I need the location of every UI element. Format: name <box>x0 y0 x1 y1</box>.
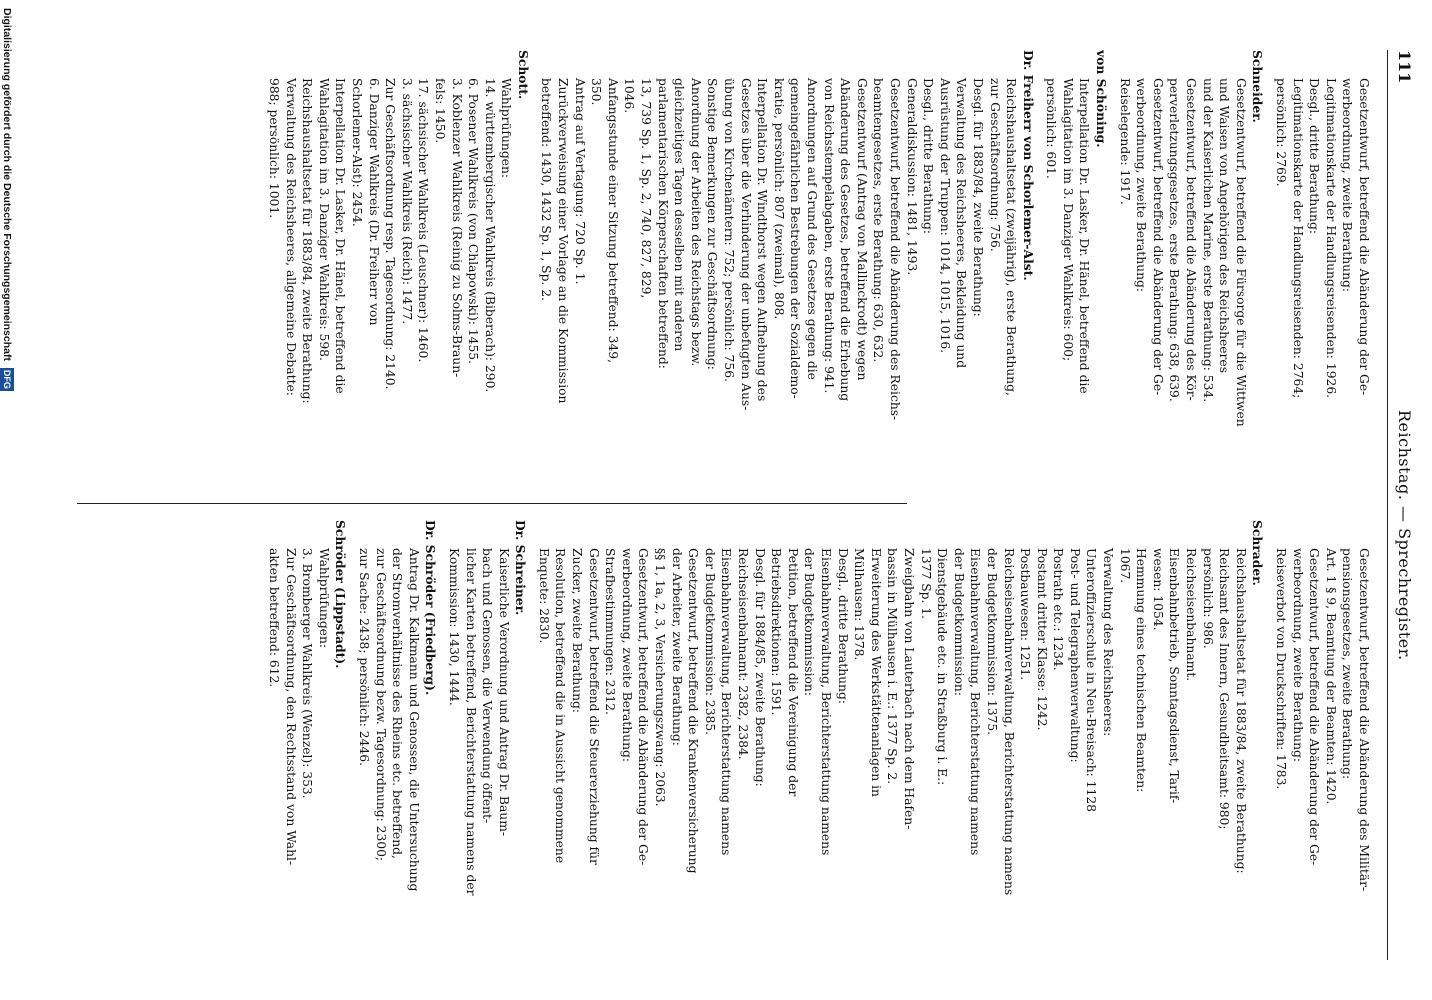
entry-line: persönlich: 601. <box>1044 78 1059 179</box>
entry-line: Desgl., dritte Berathung: <box>835 548 850 704</box>
entry-line: Zur Geschäftsordnung, den Rechtsstand von Wahl- <box>283 548 298 866</box>
register-entry <box>265 520 348 950</box>
entry-line: 3. Bromberger Wahlkreis (Wenzel): 353. <box>300 548 315 799</box>
entry-line: Eisenbahnverwaltung, Berichterstattung namens <box>719 548 734 856</box>
entry-line: Enquete: 2830. <box>536 548 551 644</box>
register-entry <box>265 50 531 480</box>
entry-line: fels: 1450. <box>432 78 447 144</box>
entry-line: Reichsamt des Innern, Gesundheitsamt: 980; <box>1217 548 1232 830</box>
entry-line: Anordnungen auf Grund des Gesetzes gegen die <box>805 78 819 380</box>
entry-line: gemeingefährlichen Bestrebungen der Sozialdemo- <box>788 78 803 399</box>
speaker-name: Dr. Schröder (Friedberg). <box>423 520 439 696</box>
digitization-sidebar <box>0 0 14 1000</box>
entry-line: der Budgetkommission: <box>951 548 966 696</box>
left-column <box>72 50 1372 480</box>
entry-line: Resolution, betreffend die in Aussicht genommene <box>553 548 568 864</box>
entry-line: betreffend: 1430, 1432 Sp. 1, Sp. 2. <box>539 78 554 302</box>
register-entry <box>1272 520 1372 950</box>
entry-line: werbeordnung, zweite Berathung: <box>619 548 634 763</box>
entry-line: Interpellation Dr. Lasker, Dr. Hänel, betreffend die <box>333 78 348 394</box>
entry-line: Gesetzes über die Verhinderung der unbefugten Aus- <box>738 78 753 411</box>
header-rule <box>1387 50 1388 960</box>
entry-line: 350. <box>589 78 604 106</box>
entry-line: Strafbestimmungen: 2312. <box>603 548 618 715</box>
entry-line: werbeordnung, zweite Berathung: <box>1290 548 1305 763</box>
entry-line: Wahlagitation im 3. Danziger Wahlkreis: 600; <box>1060 78 1075 362</box>
entry-line: Reiselegende: 1917. <box>1117 78 1132 205</box>
entry-line: werbeordnung, zweite Berathung: <box>1134 78 1149 293</box>
entry-line: Interpellation Dr. Lasker, Dr. Hänel, betreffend die <box>1077 78 1092 394</box>
entry-line: Post- und Telegraphenverwaltung: <box>1067 548 1082 763</box>
entry-line: Reichseisenbahnamt: 2382, 2384. <box>736 548 751 760</box>
entry-line: Art. 1 § 9, Beamtung der Beamten: 1420. <box>1323 548 1338 805</box>
right-column <box>72 520 1372 950</box>
entry-line: und Waisen von Angehörigen des Reichsheeres <box>1217 78 1232 374</box>
entry-line: Desgl. für 1883/84, zweite Berathung: <box>970 78 985 317</box>
entry-line: Gesetzentwurf, betreffend die Abänderung der Ge- <box>1307 548 1322 866</box>
entry-line: Unteroffizierschule in Neu-Breisach: 1128 <box>1084 548 1099 812</box>
entry-line: Antrag Dr. Kalkmann und Genossen, die Untersuchung <box>406 548 421 892</box>
entry-line: Gesetzentwurf, betreffend die Abänderung der Ge- <box>1150 78 1165 396</box>
entry-line: Antrag auf Vertagung: 720 Sp. 1. <box>572 78 587 285</box>
entry-line: 1067. <box>1117 548 1132 584</box>
entry-line: Betriebsdirektionen: 1591. <box>769 548 784 716</box>
entry-line: Erweiterung des Werkstättenanlagen in <box>868 548 883 797</box>
entry-line: Mülhausen: 1378. <box>852 548 867 661</box>
entry-line: 6. Posener Wahlkreis (von Chlapowski): 1455. <box>466 78 481 365</box>
running-title: Reichstag. — Sprechregister. <box>1395 410 1414 661</box>
register-entry <box>1272 50 1372 480</box>
entry-line: Abänderung des Gesetzes, betreffend die Erhebung <box>838 78 853 402</box>
register-entry <box>1116 50 1265 480</box>
digitization-credit <box>0 0 14 1000</box>
entry-line: Gesetzentwurf (Antrag von Mallinckrodt) wegen <box>854 78 869 381</box>
register-entry <box>535 520 1265 950</box>
entry-line: Zweigbahn von Lauterbach nach dem Hafen- <box>901 548 916 830</box>
entry-line: gleichzeitiges Tagen desselben mit anderen <box>672 78 687 352</box>
entry-line: 3. sächsischer Wahlkreis (Reich): 1477. <box>399 78 414 325</box>
register-entry <box>445 520 528 950</box>
entry-line: akten betreffend: 612. <box>267 548 281 688</box>
entry-line: persönlich: 986. <box>1200 548 1215 649</box>
entry-line: 6. Danziger Wahlkreis (Dr. Freiherr von <box>366 78 381 326</box>
entry-line: §§ 1, 1a, 2, 3, Versicherungszwang: 2063. <box>653 548 668 807</box>
entry-line: Sonstige Bemerkungen zur Geschäftsordnung: <box>705 78 720 370</box>
entry-line: und der Kaiserlichen Marine, erste Berathung: 534. <box>1200 78 1215 403</box>
entry-line: Reichseisenbahnamt. <box>1184 548 1199 682</box>
speaker-name: Dr. Schreiner. <box>513 520 529 616</box>
entry-line: Wahlagitation im 3. Danziger Wahlkreis: 598. <box>316 78 331 361</box>
entry-line: 988; persönlich: 1001. <box>267 78 281 219</box>
entry-line: Verwaltung des Reichsheeres, Bekleidung und <box>954 78 969 369</box>
entry-line: 1377 Sp. 1. <box>918 548 933 620</box>
entry-line: Anordnung der Arbeiten des Reichstags bezw. <box>688 78 703 367</box>
entry-line: Gesetzentwurf, betreffend die Abänderung der Ge- <box>1357 78 1371 396</box>
entry-line: 14. württembergischer Wahlkreis (Biberach): 290. <box>482 78 497 393</box>
dfg-logo: DFG <box>2 369 12 389</box>
entry-line: Kommission: 1430, 1444. <box>446 548 461 706</box>
entry-line: Dienstgebäude etc. in Straßburg i. E.: <box>935 548 950 786</box>
entry-line: pensionsgesetzes, zweite Berathung: <box>1340 548 1355 780</box>
entry-line: Schorlemer-Alst): 2454. <box>349 78 364 227</box>
speaker-name: Schröder (Lippstadt). <box>333 520 349 669</box>
entry-line: 3. Koblenzer Wahlkreis (Reinig zu Solms-Braun- <box>449 78 464 378</box>
entry-line: kratie, persönlich: 807 (zweimal), 808. <box>771 78 786 320</box>
speaker-name: von Schöning. <box>1094 50 1110 148</box>
entry-line: Desgl., dritte Berathung: <box>1307 78 1322 234</box>
entry-line: Verwaltung des Reichsheeres: <box>1101 548 1116 737</box>
entry-line: Wahlprüfungen: <box>316 548 331 649</box>
entry-line: werbeordnung, zweite Berathung: <box>1340 78 1355 293</box>
entry-line: Desgl. für 1884/85, zweite Berathung: <box>752 548 767 787</box>
entry-line: Zur Geschäftsordnung resp. Tagesordnung: 2140. <box>383 78 398 390</box>
entry-line: Reichseisenbahnverwaltung, Berichterstattung namens <box>1001 548 1016 896</box>
entry-line: persönlich: 2769. <box>1274 78 1289 187</box>
entry-line: Generaldiskussion: 1481, 1493. <box>904 78 919 276</box>
speaker-name: Dr. Freiherr von Schorlemer-Alst. <box>1020 50 1036 281</box>
entry-line: der Arbeiter, zweite Berathung: <box>669 548 684 746</box>
entry-line: Postbauwesen: 1251. <box>1018 548 1033 681</box>
entry-line: Desgl., dritte Berathung: <box>921 78 936 234</box>
entry-line: Gesetzentwurf, betreffend die Abänderung des Kör- <box>1184 78 1199 401</box>
entry-line: zur Geschäftsordnung bezw. Tagesordnung: 2300; <box>373 548 388 862</box>
entry-line: Zucker, zweite Berathung: <box>570 548 585 714</box>
entry-line: der Budgetkommission: 1375. <box>984 548 999 736</box>
page-number: 111 <box>1395 50 1414 84</box>
entry-line: Gesetzentwurf, betreffend die Steuererziehung für <box>586 548 601 865</box>
column-divider <box>77 503 907 504</box>
entry-line: Hemmung eines technischen Beamten: <box>1134 548 1149 793</box>
entry-line: Gesetzentwurf, betreffend die Fürsorge für die Wittwen <box>1233 78 1248 427</box>
entry-line: Eisenbahnverwaltung, Berichterstattung namens <box>968 548 983 856</box>
entry-line: der Budgetkommission: <box>802 548 817 696</box>
entry-line: zur Sache: 2438; persönlich: 2446. <box>356 548 371 767</box>
page-header <box>1388 50 1414 960</box>
entry-line: parlamentarischen Körperschaften betreffend: <box>655 78 670 369</box>
entry-line: bach und Genossen, die Verwendung öffent- <box>480 548 495 824</box>
entry-line: der Stromverhältnisse des Rheins etc. betreffend, <box>390 548 405 859</box>
entry-line: Anfangsstunde einer Sitzung betreffend: 349, <box>605 78 620 364</box>
entry-line: beamtengesetzes, erste Berathung: 630, 632. <box>871 78 886 363</box>
entry-line: licher Karten betreffend, Berichterstattung namens der <box>463 548 478 896</box>
entry-line: Reichshaushaltsetat für 1883/84, zweite Berathung: <box>1233 548 1248 874</box>
speaker-name: Schott. <box>515 50 531 100</box>
entry-line: übung von Kirchenämtern: 752; persönlich: 756. <box>722 78 737 382</box>
entry-line: Reiseverbot von Druckschriften: 1783. <box>1274 548 1289 790</box>
entry-line: Postamt dritter Klasse: 1242. <box>1034 548 1049 731</box>
register-entry <box>1043 50 1109 480</box>
entry-line: Gesetzentwurf, betreffend die Abänderung der Ge- <box>636 548 651 866</box>
entry-line: von Reichsstempelabgaben, erste Berathung: 941. <box>821 78 836 394</box>
entry-line: Postrath etc.: 1234. <box>1051 548 1066 671</box>
entry-line: Wahlprüfungen: <box>499 78 514 179</box>
entry-line: Interpellation Dr. Windthorst wegen Aufhebung des <box>755 78 770 402</box>
entry-line: zur Geschäftsordnung: 756. <box>987 78 1002 252</box>
entry-line: 1046. <box>622 78 637 114</box>
entry-line: Eisenbahnverwaltung, Berichterstattung namens <box>819 548 833 856</box>
entry-line: Eisenbahnbetrieb, Sonntagsdienst, Tarif- <box>1167 548 1182 804</box>
entry-line: Zurückverweisung einer Vorlage an die Kommission <box>556 78 571 404</box>
entry-line: Legitimationskarte der Handlungsreisenden: 1926. <box>1323 78 1338 399</box>
entry-line: Gesetzentwurf, betreffend die Abänderung des Reichs- <box>887 78 902 421</box>
entry-line: wesen: 1054. <box>1150 548 1165 631</box>
entry-line: bassin in Mülhausen i. E.: 1377 Sp. 2. <box>885 548 900 785</box>
entry-line: 17. sächsischer Wahlkreis (Leuschner): 1460. <box>416 78 431 363</box>
entry-line: Reichshaushaltsetat (zweijährig), erste Berathung, <box>1004 78 1019 396</box>
speaker-name: Schrader. <box>1250 520 1266 586</box>
entry-line: Gesetzentwurf, betreffend die Krankenversicherung <box>686 548 701 874</box>
entry-line: Gesetzentwurf, betreffend die Abänderung des Militär- <box>1357 548 1371 892</box>
register-entry <box>538 50 1036 480</box>
entry-line: der Budgetkommission: 2385. <box>702 548 717 736</box>
credit-text: Digitalisierung gefördert durch die Deutsche Forschungsgemeinschaft <box>1 8 13 361</box>
entry-line: Verwaltung des Reichsheeres, allgemeine Debatte: <box>283 78 298 396</box>
entry-line: perverletzungsgesetzes, erste Berathung: 638, 639. <box>1167 78 1182 402</box>
entry-line: Legitimationskarte der Handlungsreisenden: 2764; <box>1290 78 1305 399</box>
entry-line: Ausrüstung der Truppen: 1014, 1015, 1016. <box>937 78 952 354</box>
entry-line: Petition, betreffend die Vereinigung der <box>785 548 800 797</box>
entry-line: Reichshaushaltsetat für 1883/84, zweite Berathung: <box>300 78 315 404</box>
speaker-name: Schneider. <box>1250 50 1266 123</box>
entry-line: Kaiserliche Verordnung und Antrag Dr. Baum- <box>496 548 511 837</box>
register-entry <box>355 520 438 950</box>
entry-line: 13, 739 Sp. 1, Sp. 2, 740, 827, 829, <box>639 78 654 299</box>
